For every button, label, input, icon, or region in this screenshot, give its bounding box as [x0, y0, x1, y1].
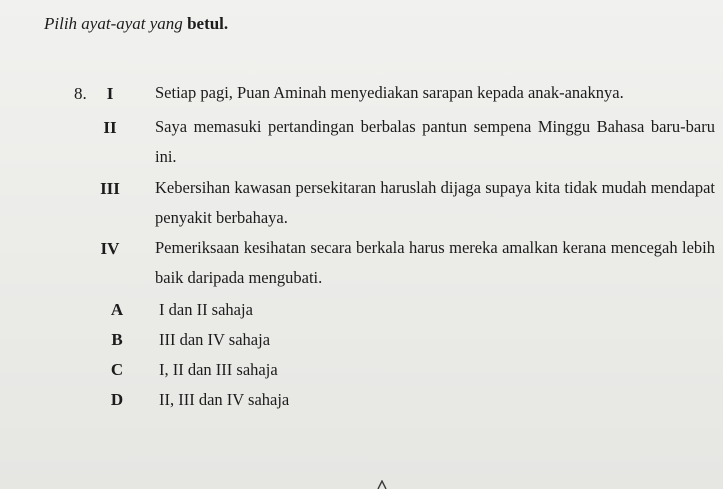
statement-text-4: Pemeriksaan kesihatan secara berkala harus mereka amalkan kerana mencegah lebih baik daripada mengubati.	[155, 238, 715, 287]
option-letter-c[interactable]: C	[110, 360, 124, 379]
statement-numeral-4: IV	[100, 239, 120, 258]
question-number: 8.	[74, 84, 87, 103]
statement-text-2: Saya memasuki pertandingan berbalas pantun sempena Minggu Bahasa baru-baru ini.	[155, 117, 715, 166]
option-text-c[interactable]: I, II dan III sahaja	[159, 360, 278, 379]
option-letter-a[interactable]: A	[110, 300, 124, 319]
option-text-a[interactable]: I dan II sahaja	[159, 300, 253, 319]
option-text-d[interactable]: II, III dan IV sahaja	[159, 390, 290, 409]
option-letter-b[interactable]: B	[111, 330, 123, 349]
statement-numeral-2: II	[103, 118, 117, 137]
statement-text-3: Kebersihan kawasan persekitaran haruslah dijaga supaya kita tidak mudah mendapat penyakit berbahaya.	[155, 178, 715, 227]
pencil-mark	[376, 480, 388, 489]
statement-text-1: Setiap pagi, Puan Aminah menyediakan sarapan kepada anak-anaknya.	[155, 83, 624, 102]
option-letter-d[interactable]: D	[110, 390, 124, 409]
statement-numeral-1: I	[106, 84, 114, 103]
instruction-bold: betul.	[187, 14, 229, 33]
statement-numeral-3: III	[100, 179, 120, 198]
instruction-text	[44, 14, 228, 34]
instruction-italic: Pilih ayat-ayat yang	[44, 14, 183, 33]
option-text-b[interactable]: III dan IV sahaja	[159, 330, 271, 349]
